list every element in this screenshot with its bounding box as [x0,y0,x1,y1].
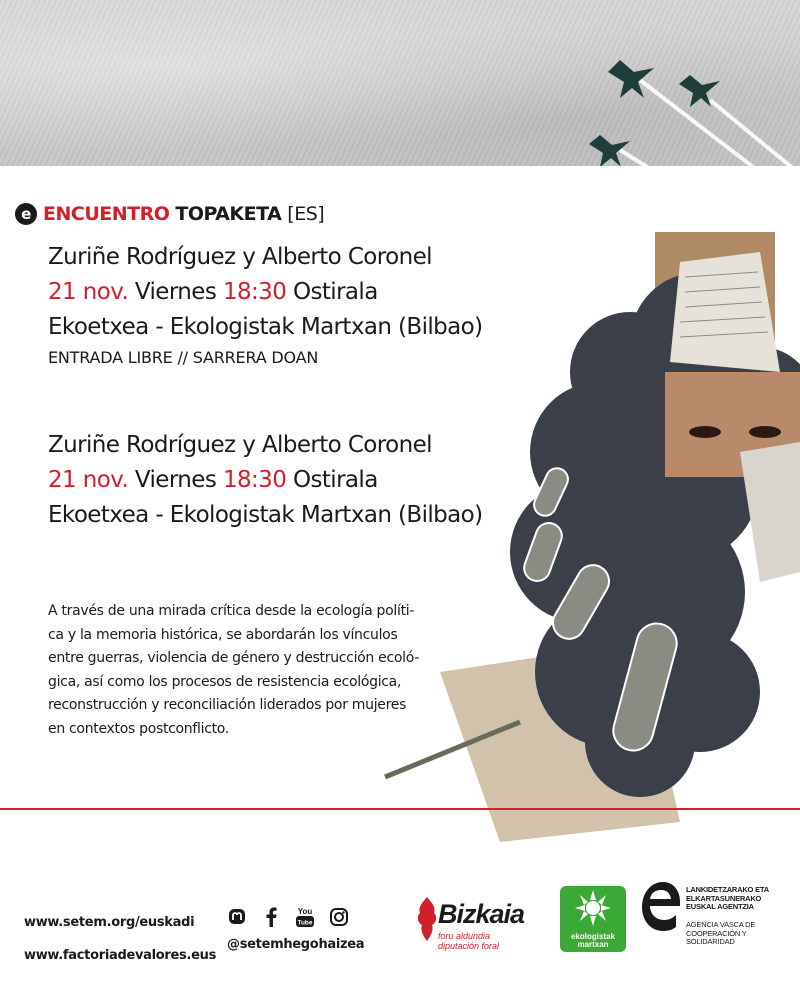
fighter-jets-illustration [580,40,800,166]
agency-es-line: SOLIDARIDAD [686,937,735,946]
header-label-eu: TOPAKETA [175,203,282,225]
event-day-eu: Ostirala [292,279,378,305]
oak-leaf-icon [416,897,438,941]
youtube-label-top: You [297,907,313,916]
ekologistak-text [560,933,626,949]
basque-cooperation-agency-logo [640,880,800,952]
event-date: 21 nov. [48,279,129,305]
smoke-bombs-collage-illustration [380,222,800,842]
event-date: 21 nov. [48,467,129,493]
agency-eu-line: EUSKAL AGENTZIA [686,902,754,911]
agency-e-mark-icon [640,880,680,932]
agency-name-es [686,921,755,947]
footer-divider [0,808,800,810]
social-block [227,904,364,952]
bizkaia-sub-es: diputación foral [438,941,500,951]
bizkaia-subtitle [438,931,499,951]
description-line: A través de una mirada crítica desde la ecología políti- [48,603,415,619]
factoria-link[interactable]: www.factoriadevalores.eus [24,948,217,963]
agency-eu-line: ELKARTASUNERAKO [686,893,762,903]
event-type-header [15,203,324,225]
setem-logo-icon: e [15,203,37,225]
footer-links [24,906,216,972]
header-label-es: ENCUENTRO [43,203,170,225]
agency-name-eu [686,886,769,912]
event-venue: Ekoetxea - Ekologistak Martxan (Bilbao) [48,502,483,528]
agency-es-line: AGENCIA VASCA DE [686,920,756,929]
agency-eu-line: LANKIDETZARAKO ETA [686,885,769,894]
event-time: 18:30 [222,279,287,305]
bizkaia-sub-eu: foru aldundia [438,931,491,941]
event-speakers: Zuriñe Rodríguez y Alberto Coronel [48,432,432,458]
mastodon-icon[interactable] [227,907,247,927]
event-day-es: Viernes [134,467,217,493]
youtube-icon[interactable] [295,907,315,927]
setem-link[interactable]: www.setem.org/euskadi [24,915,195,930]
description-line: entre guerras, violencia de género y destrucción ecoló- [48,650,419,666]
youtube-label-bottom: Tube [297,919,313,927]
social-icons [227,904,364,930]
event-speakers: Zuriñe Rodríguez y Alberto Coronel [48,244,432,270]
description-line: ca y la memoria histórica, se abordarán los vínculos [48,626,398,643]
top-texture-band [0,0,800,166]
event-time: 18:30 [222,467,287,493]
event-day-eu: Ostirala [292,467,378,493]
facebook-icon[interactable] [261,907,281,927]
bizkaia-logo [416,893,546,953]
instagram-icon[interactable] [329,907,349,927]
ekologistak-martxan-logo [560,886,626,952]
ekologistak-line-1: ekologistak [570,932,615,941]
agency-es-line: COOPERACIÓN Y [686,928,747,938]
description-line: gica, así como los procesos de resistencia ecológica, [48,673,402,690]
bizkaia-name: Bizkaia [438,899,525,929]
event-entry: ENTRADA LIBRE // SARRERA DOAN [48,348,319,367]
header-language-tag: [ES] [287,203,325,225]
event-venue: Ekoetxea - Ekologistak Martxan (Bilbao) [48,314,483,340]
description-line: reconstrucción y reconciliación liderados por mujeres [48,697,407,713]
description-line: en contextos postconflicto. [48,720,229,737]
event-day-es: Viernes [134,279,217,305]
ekologistak-line-2: martxan [577,940,609,949]
sun-flower-icon [560,886,626,934]
social-handle[interactable]: @setemhegohaizea [227,937,365,952]
